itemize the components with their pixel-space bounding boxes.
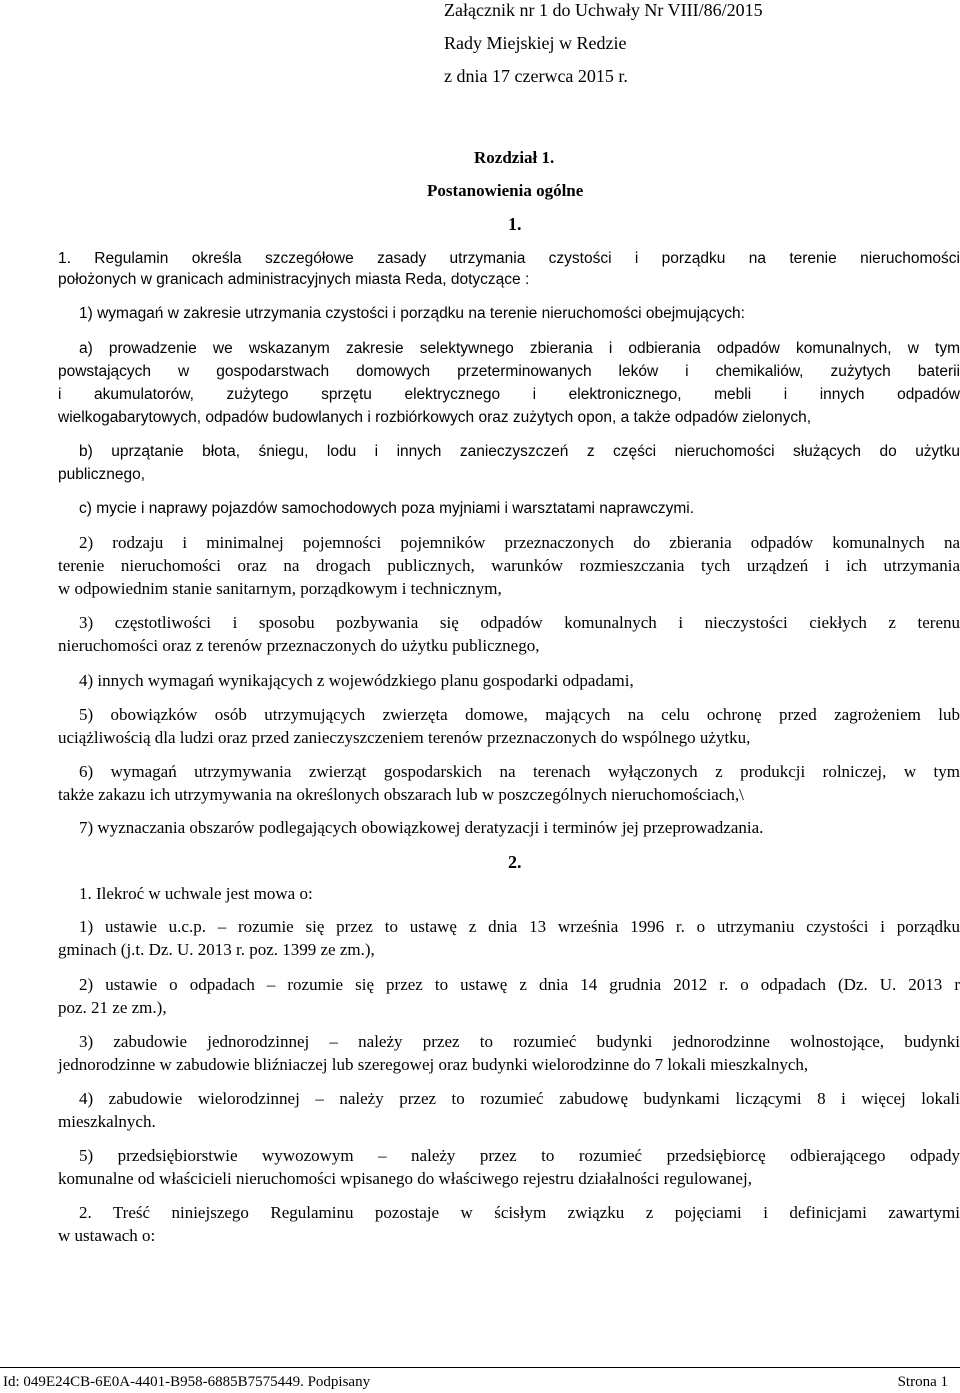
s2-def-3-line-1: 3) zabudowie jednorodzinnej – należy przez to rozumieć budynki jednorodzinne wolnostojące, budynki xyxy=(79,1032,960,1051)
s1-item-b-line-1: b) uprzątanie błota, śniegu, lodu i innych zanieczyszczeń z części nieruchomości służących do użytku xyxy=(79,443,960,460)
s2-def-1-line-1: 1) ustawie u.c.p. – rozumie się przez to ustawę z dnia 13 września 1996 r. o utrzymaniu czystości i porządku xyxy=(79,917,960,936)
s1-item-6-line-1: 6) wymagań utrzymywania zwierząt gospodarskich na terenach wyłączonych z produkcji rolniczej, w tym xyxy=(79,762,960,781)
s1-item-2-line-1: 2) rodzaju i minimalnej pojemności pojemników przeznaczonych do zbierania odpadów komunalnych na xyxy=(79,533,960,552)
section-1-mark: 1. xyxy=(508,214,522,234)
s1-item-7: 7) wyznaczania obszarów podlegających obowiązkowej deratyzacji i terminów jej przeprowadzania. xyxy=(79,818,764,837)
header-line-2: Rady Miejskiej w Redzie xyxy=(444,33,627,53)
s1-p1-line-2: położonych w granicach administracyjnych miasta Reda, dotyczące : xyxy=(58,271,530,288)
section-2-mark: 2. xyxy=(508,852,522,872)
s2-p2-line-2: w ustawach o: xyxy=(58,1226,156,1245)
header-line-3: z dnia 17 czerwca 2015 r. xyxy=(444,66,628,86)
chapter-title: Rozdział 1. xyxy=(474,148,555,167)
s1-item-a-line-4: wielkogabarytowych, odpadów budowlanych i rozbiórkowych oraz zużytych opon, a także odpadów zielonych, xyxy=(58,409,812,426)
s1-item-4: 4) innych wymagań wynikających z wojewódzkiego planu gospodarki odpadami, xyxy=(79,671,634,690)
s1-item-a-line-2: powstających w gospodarstwach domowych przeterminowanych leków i chemikaliów, zużytych baterii xyxy=(58,363,960,380)
s1-item-2-line-3: w odpowiednim stanie sanitarnym, porządkowym i technicznym, xyxy=(58,579,502,598)
s2-p1: 1. Ilekroć w uchwale jest mowa o: xyxy=(79,884,313,903)
s1-item-3-line-2: nieruchomości oraz z terenów przeznaczonych do użytku publicznego, xyxy=(58,636,540,655)
s2-def-1-line-2: gminach (j.t. Dz. U. 2013 r. poz. 1399 ze zm.), xyxy=(58,940,375,959)
s1-item-2-line-2: terenie nieruchomości oraz na drogach publicznych, warunków rozmieszczania tych urządzeń i ich utrzymania xyxy=(58,556,960,575)
s2-def-4-line-1: 4) zabudowie wielorodzinnej – należy przez to rozumieć zabudowę budynkami liczącymi 8 i więcej lokali xyxy=(79,1089,960,1108)
s2-def-3-line-2: jednorodzinne w zabudowie bliźniaczej lub szeregowej oraz budynki wielorodzinne do 7 lokali mieszkalnych, xyxy=(58,1055,809,1074)
s2-def-5-line-1: 5) przedsiębiorstwie wywozowym – należy przez to rozumieć przedsiębiorcę odbierającego odpady xyxy=(79,1146,960,1165)
s1-item-a-line-1: a) prowadzenie we wskazanym zakresie selektywnego zbierania i odbierania odpadów komunalnych, w tym xyxy=(79,340,960,357)
footer-page-number: Strona 1 xyxy=(897,1374,948,1390)
s1-item-a-line-3: i akumulatorów, zużytego sprzętu elektrycznego i elektronicznego, mebli i innych odpadów xyxy=(58,386,960,403)
s1-item-3-line-1: 3) częstotliwości i sposobu pozbywania się odpadów komunalnych i nieczystości ciekłych z terenu xyxy=(79,613,960,632)
chapter-subtitle: Postanowienia ogólne xyxy=(427,181,584,200)
footer-document-id: Id: 049E24CB-6E0A-4401-B958-6885B7575449. Podpisany xyxy=(3,1374,371,1390)
s2-def-2-line-1: 2) ustawie o odpadach – rozumie się przez to ustawę z dnia 14 grudnia 2012 r. o odpadach (Dz. U. 2013 r xyxy=(79,975,960,994)
s2-def-5-line-2: komunalne od właścicieli nieruchomości wpisanego do właściwego rejestru działalności regulowanej, xyxy=(58,1169,752,1188)
s1-item-5-line-2: uciążliwością dla ludzi oraz przed zanieczyszczeniem terenów przeznaczonych do wspólnego użytku, xyxy=(58,728,751,747)
footer-divider xyxy=(0,1367,960,1368)
s2-def-4-line-2: mieszkalnych. xyxy=(58,1112,156,1131)
s1-item-5-line-1: 5) obowiązków osób utrzymujących zwierzęta domowe, mających na celu ochronę przed zagrożeniem lub xyxy=(79,705,960,724)
s1-item-b-line-2: publicznego, xyxy=(58,466,146,483)
s2-p2-line-1: 2. Treść niniejszego Regulaminu pozostaje w ścisłym związku z pojęciami i definicjami zawartymi xyxy=(79,1203,960,1222)
s1-item-1: 1) wymagań w zakresie utrzymania czystości i porządku na terenie nieruchomości obejmujących: xyxy=(79,305,745,322)
s1-item-c: c) mycie i naprawy pojazdów samochodowych poza myjniami i warsztatami naprawczymi. xyxy=(79,500,695,517)
s1-p1-line-1: 1. Regulamin określa szczegółowe zasady utrzymania czystości i porządku na terenie nieruchomości xyxy=(58,250,960,267)
header-line-1: Załącznik nr 1 do Uchwały Nr VIII/86/2015 xyxy=(444,0,763,20)
s1-item-6-line-2: także zakazu ich utrzymywania na określonych obszarach lub w poszczególnych nieruchomościach,\ xyxy=(58,785,744,804)
s2-def-2-line-2: poz. 21 ze zm.), xyxy=(58,998,167,1017)
